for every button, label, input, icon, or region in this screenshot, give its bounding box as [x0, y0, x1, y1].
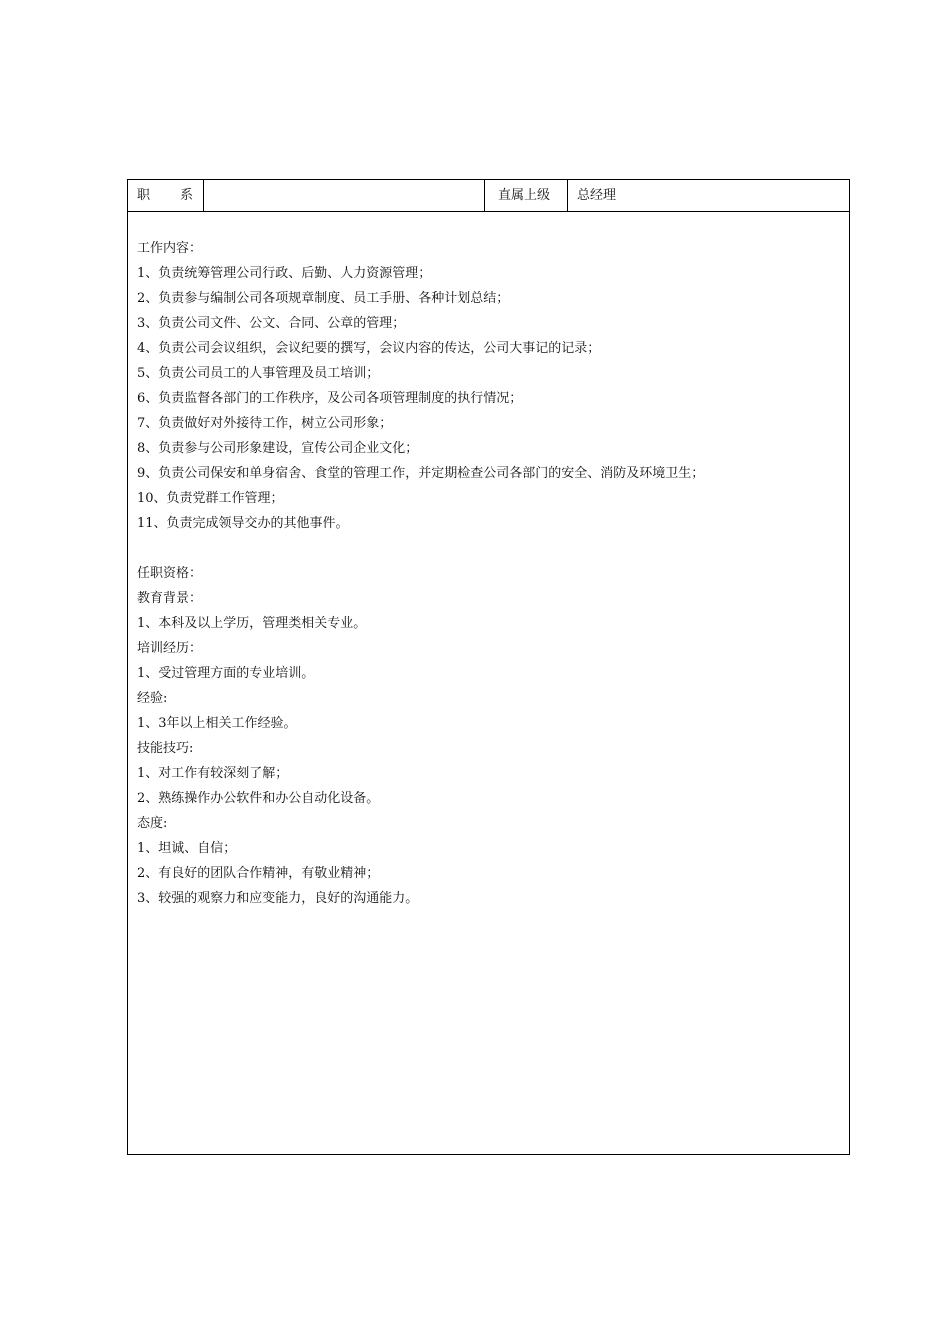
- skills-title: 技能技巧:: [137, 741, 194, 756]
- duty-item: 2、负责参与编制公司各项规章制度、员工手册、各种计划总结；: [137, 291, 510, 306]
- training-item: 1、受过管理方面的专业培训。: [137, 666, 315, 681]
- position-value-cell: [204, 180, 485, 211]
- position-label-cell: [128, 180, 204, 211]
- position-label-a: 职: [137, 188, 151, 203]
- duty-item: 1、负责统筹管理公司行政、后勤、人力资源管理；: [137, 266, 432, 281]
- supervisor-value-cell: 总经理: [577, 188, 617, 203]
- duty-item: 9、负责公司保安和单身宿舍、食堂的管理工作，并定期检查公司各部门的安全、消防及环境卫生；: [137, 466, 705, 481]
- experience-title: 经验:: [137, 691, 168, 706]
- duty-item: 8、负责参与公司形象建设，宣传公司企业文化；: [137, 441, 419, 456]
- duty-item: 5、负责公司员工的人事管理及员工培训；: [137, 366, 380, 381]
- duty-item: 6、负责监督各部门的工作秩序，及公司各项管理制度的执行情况；: [137, 391, 523, 406]
- attitude-item: 3、较强的观察力和应变能力，良好的沟通能力。: [137, 891, 419, 906]
- education-title: 教育背景：: [137, 591, 203, 606]
- position-label-b: 系: [180, 188, 194, 203]
- header-row: [128, 180, 849, 212]
- qualifications-title: 任职资格：: [137, 566, 203, 581]
- duty-item: 4、负责公司会议组织，会议纪要的撰写，会议内容的传达，公司大事记的记录；: [137, 341, 601, 356]
- duties-title: 工作内容：: [137, 241, 203, 256]
- duty-item: 3、负责公司文件、公文、合同、公章的管理；: [137, 316, 406, 331]
- job-description-table: [127, 179, 850, 1155]
- attitude-item: 2、有良好的团队合作精神，有敬业精神；: [137, 866, 380, 881]
- body-content: [137, 236, 839, 911]
- training-title: 培训经历：: [137, 641, 203, 656]
- skills-item: 1、对工作有较深刻了解；: [137, 766, 289, 781]
- duty-item: 11、负责完成领导交办的其他事件。: [137, 516, 349, 531]
- skills-item: 2、熟练操作办公软件和办公自动化设备。: [137, 791, 380, 806]
- spacer: [137, 536, 839, 561]
- duty-item: 7、负责做好对外接待工作，树立公司形象；: [137, 416, 393, 431]
- experience-item: 1、3年以上相关工作经验。: [137, 716, 297, 731]
- supervisor-label-cell: 直属上级: [485, 180, 568, 211]
- duty-item: 10、负责党群工作管理；: [137, 491, 284, 506]
- attitude-item: 1、坦诚、自信；: [137, 841, 237, 856]
- education-item: 1、本科及以上学历，管理类相关专业。: [137, 616, 367, 631]
- attitude-title: 态度:: [137, 816, 168, 831]
